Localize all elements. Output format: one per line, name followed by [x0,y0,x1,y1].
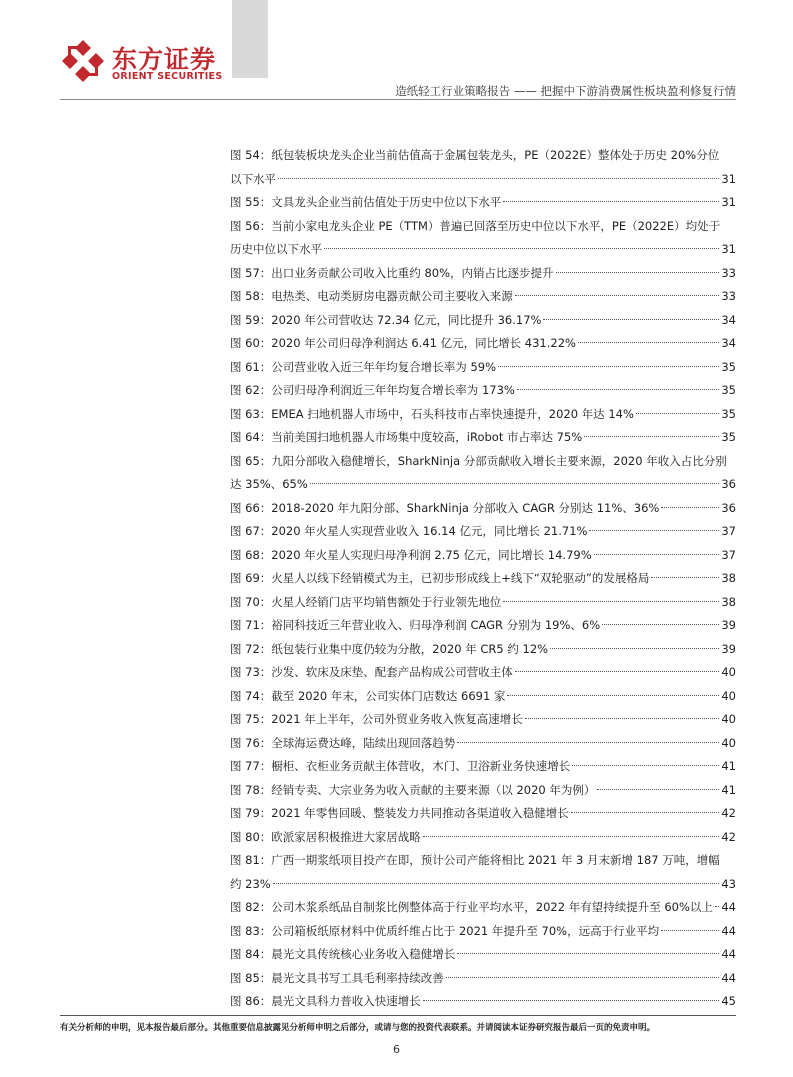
toc-entry-text: 图 74：截至 2020 年末，公司实体门店数达 6691 家 [230,688,506,703]
toc-page-number: 44 [721,970,736,985]
toc-entry-text: 图 63：EMEA 扫地机器人市场中，石头科技市占率快速提升，2020 年达 14% [230,406,634,421]
toc-entry-text: 图 78：经销专卖、大宗业务为收入贡献的主要来源（以 2020 年为例） [230,782,596,797]
toc-leader-dots [594,554,720,555]
toc-leader-dots [636,413,719,414]
toc-entry-text: 图 58：电热类、电动类厨房电器贡献公司主要收入来源 [230,289,513,303]
toc-entry-text: 图 80：欧派家居积极推进大家居战略 [230,829,421,844]
toc-page-number: 41 [721,759,736,773]
toc-leader-dots [457,953,719,954]
toc-entry[interactable] [230,732,736,756]
toc-entry-text: 图 70：火星人经销门店平均销售额处于行业领先地位 [230,594,502,609]
toc-entry[interactable] [230,755,736,779]
toc-leader-dots [324,248,719,249]
toc-entry-text: 图 68：2020 年火星人实现归母净利润 2.75 亿元，同比增长 14.79% [230,547,592,562]
toc-entry[interactable] [230,520,736,544]
toc-page-number: 36 [721,477,736,491]
toc-leader-dots [278,178,719,179]
toc-entry[interactable] [230,661,736,685]
toc-page-number: 35 [721,383,736,397]
header-divider [60,99,736,100]
toc-entry[interactable] [230,849,736,896]
toc-entry[interactable] [230,920,736,944]
toc-entry-text: 图 62：公司归母净利润近三年年均复合增长率为 173% [230,383,515,397]
toc-leader-dots [584,436,719,437]
toc-entry-text: 图 77：橱柜、衣柜业务贡献主体营收，木门、卫浴新业务快速增长 [230,759,571,773]
toc-entry[interactable] [230,967,736,991]
toc-entry[interactable] [230,426,736,450]
toc-leader-dots [661,930,719,931]
toc-entry[interactable] [230,403,736,427]
toc-leader-dots [517,389,720,390]
toc-leader-dots [602,624,719,625]
toc-entry[interactable] [230,215,736,262]
toc-entry-text: 图 72：纸包装行业集中度仍较为分散，2020 年 CR5 约 12% [230,641,549,656]
toc-entry-text: 图 57：出口业务贡献公司收入比重约 80%，内销占比逐步提升 [230,265,554,280]
toc-entry[interactable] [230,896,736,920]
toc-entry-text: 图 59：2020 年公司营收达 72.34 亿元，同比提升 36.17% [230,312,542,327]
toc-leader-dots [543,319,719,320]
toc-page-number: 31 [721,242,736,256]
toc-leader-dots [556,272,720,273]
toc-entry[interactable] [230,262,736,286]
toc-page-number: 37 [721,547,736,562]
toc-page-number: 31 [721,171,736,186]
toc-entry-text: 图 55：文具龙头企业当前估值处于历史中位以下水平 [230,195,502,209]
toc-page-number: 43 [721,876,736,891]
brand-name-cn: 东方证券 [112,45,217,74]
toc-page-number: 44 [721,900,736,914]
toc-entry-text: 图 71：裕同科技近三年营业收入、归母净利润 CAGR 分别为 19%、6% [230,618,601,632]
toc-entry[interactable] [230,332,736,356]
toc-entry-text: 图 65：九阳分部收入稳健增长，SharkNinja 分部贡献收入增长主要来源，2020 年收入占比分别 [230,453,727,468]
toc-entry[interactable] [230,614,736,638]
toc-entry[interactable] [230,638,736,662]
toc-page-number: 40 [721,665,736,679]
toc-leader-dots [572,765,719,766]
toc-page-number: 40 [721,688,736,703]
figure-list [230,144,736,1014]
toc-page-number: 45 [721,994,736,1008]
toc-entry[interactable] [230,591,736,615]
toc-page-number: 34 [721,312,736,327]
orient-logo-icon [60,38,106,84]
toc-page-number: 38 [721,571,736,585]
toc-entry[interactable] [230,497,736,521]
toc-entry-text: 达 35%、65% [230,477,308,491]
toc-entry[interactable] [230,990,736,1014]
toc-page-number: 37 [721,524,736,538]
toc-page-number: 35 [721,406,736,421]
toc-page-number: 38 [721,594,736,609]
footer-divider [60,1015,736,1016]
toc-entry[interactable] [230,356,736,380]
toc-leader-dots [571,812,720,813]
toc-page-number: 40 [721,735,736,750]
toc-page-number: 39 [721,618,736,632]
toc-leader-dots [446,977,720,978]
toc-entry-text: 图 67：2020 年火星人实现营业收入 16.14 亿元，同比增长 21.71% [230,524,588,538]
toc-page-number: 42 [721,806,736,820]
brand-logo [60,38,230,90]
toc-page-number: 40 [721,712,736,726]
toc-page-number: 42 [721,829,736,844]
toc-leader-dots [550,648,719,649]
toc-entry-text: 图 56：当前小家电龙头企业 PE（TTM）普遍已回落至历史中位以下水平，PE（2022E）均处于 [230,218,721,233]
header-decor-band [232,0,268,78]
toc-entry-text: 图 83：公司箱板纸原材料中优质纤维占比于 2021 年提升至 70%，远高于行业平均 [230,923,660,938]
toc-entry-text: 图 76：全球海运费达峰，陆续出现回落趋势 [230,735,456,750]
disclaimer-text: 有关分析师的申明，见本报告最后部分。其他重要信息披露见分析师申明之后部分，或请与您的投资代表联系。并请阅读本证券研究报告最后一页的免责申明。 [60,1023,656,1033]
toc-leader-dots [498,366,719,367]
toc-entry[interactable] [230,191,736,215]
brand-name-en: ORIENT SECURITIES [112,71,223,82]
toc-entry[interactable] [230,708,736,732]
toc-entry-text: 历史中位以下水平 [230,242,322,256]
toc-leader-dots [597,789,719,790]
toc-entry[interactable] [230,450,736,497]
toc-entry[interactable] [230,309,736,333]
toc-entry[interactable] [230,544,736,568]
toc-entry[interactable] [230,567,736,591]
toc-leader-dots [589,530,719,531]
page-number: 6 [393,1043,400,1056]
toc-leader-dots [273,883,720,884]
toc-page-number: 34 [721,336,736,350]
toc-leader-dots [525,718,720,719]
toc-entry-text: 图 69：火星人以线下经销模式为主，已初步形成线上+线下“双轮驱动”的发展格局 [230,571,650,585]
toc-page-number: 44 [721,947,736,961]
toc-entry[interactable] [230,685,736,709]
toc-leader-dots [507,695,719,696]
toc-entry-text: 图 82：公司木浆系纸品自制浆比例整体高于行业平均水平，2022 年有望持续提升至 60%以上 [230,900,713,914]
toc-entry[interactable] [230,802,736,826]
toc-leader-dots [457,742,719,743]
toc-leader-dots [651,577,719,578]
toc-entry-text: 图 79：2021 年零售回暖、整装发力共同推动各渠道收入稳健增长 [230,806,569,820]
toc-entry-text: 图 73：沙发、软床及床垫、配套产品构成公司营收主体 [230,665,513,679]
toc-page-number: 33 [721,289,736,303]
toc-leader-dots [578,342,719,343]
toc-leader-dots [310,483,720,484]
toc-entry-text: 约 23% [230,876,271,891]
toc-page-number: 36 [721,500,736,515]
toc-entry-text: 图 86：晨光文具科力普收入快速增长 [230,994,421,1008]
toc-entry[interactable] [230,943,736,967]
toc-leader-dots [515,671,720,672]
toc-entry-text: 以下水平 [230,171,276,186]
toc-page-number: 31 [721,195,736,209]
toc-leader-dots [661,507,719,508]
toc-leader-dots [515,295,720,296]
toc-page-number: 35 [721,430,736,444]
toc-entry-text: 图 61：公司营业收入近三年年均复合增长率为 59% [230,359,497,374]
toc-leader-dots [503,201,719,202]
report-title: 造纸轻工行业策略报告 —— 把握中下游消费属性板块盈利修复行情 [389,83,736,99]
toc-leader-dots [503,601,719,602]
toc-page-number: 41 [721,782,736,797]
toc-entry[interactable] [230,779,736,803]
toc-entry-text: 图 85：晨光文具书写工具毛利率持续改善 [230,970,444,985]
toc-leader-dots [715,906,719,907]
toc-entry-text: 图 81：广西一期浆纸项目投产在即，预计公司产能将相比 2021 年 3 月末新增 187 万吨，增幅 [230,853,720,867]
toc-entry[interactable] [230,285,736,309]
toc-entry-text: 图 54：纸包装板块龙头企业当前估值高于金属包装龙头，PE（2022E）整体处于历史 20%分位 [230,148,720,162]
toc-entry-text: 图 64：当前美国扫地机器人市场集中度较高，iRobot 市占率达 75% [230,430,583,444]
toc-page-number: 39 [721,641,736,656]
toc-entry-text: 图 75：2021 年上半年，公司外贸业务收入恢复高速增长 [230,712,523,726]
toc-entry[interactable] [230,826,736,850]
toc-page-number: 35 [721,359,736,374]
toc-entry[interactable] [230,144,736,191]
toc-page-number: 44 [721,923,736,938]
toc-page-number: 33 [721,265,736,280]
toc-entry-text: 图 60：2020 年公司归母净利润达 6.41 亿元，同比增长 431.22% [230,336,576,350]
toc-leader-dots [423,1000,720,1001]
toc-entry-text: 图 66：2018-2020 年九阳分部、SharkNinja 分部收入 CAGR 分别达 11%、36% [230,500,660,515]
toc-leader-dots [423,836,720,837]
toc-entry[interactable] [230,379,736,403]
toc-entry-text: 图 84：晨光文具传统核心业务收入稳健增长 [230,947,456,961]
